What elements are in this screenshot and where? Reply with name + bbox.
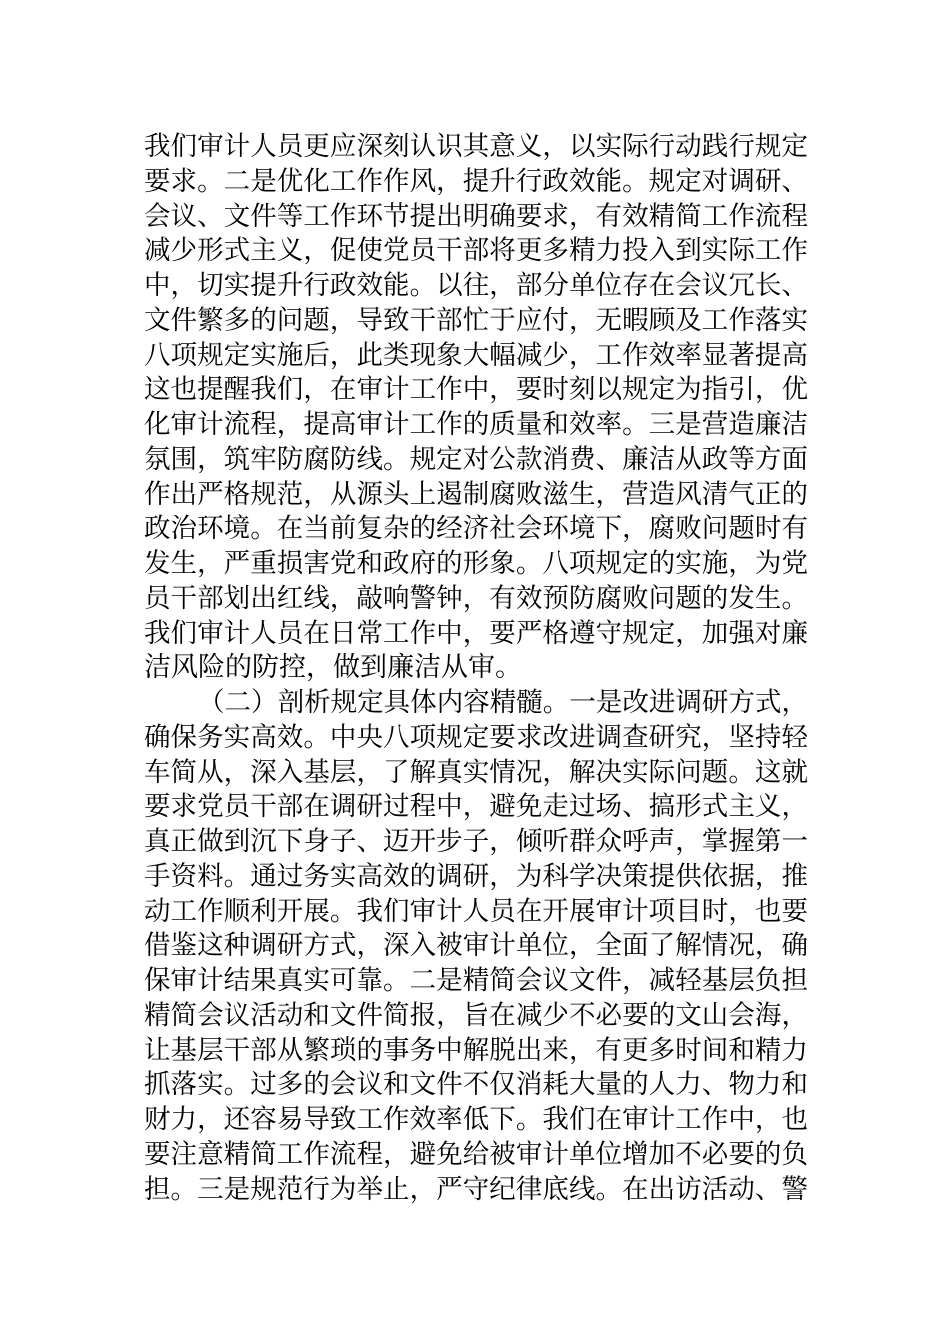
text-line: 氛围，筑牢防腐防线。规定对公款消费、廉洁从政等方面 xyxy=(144,443,808,475)
text-line: 文件繁多的问题，导致干部忙于应付，无暇顾及工作落实 xyxy=(144,304,808,336)
text-line: 我们审计人员更应深刻认识其意义，以实际行动践行规定 xyxy=(144,131,808,162)
text-line: 财力，还容易导致工作效率低下。我们在审计工作中，也 xyxy=(144,1104,808,1135)
text-line: 八项规定实施后，此类现象大幅减少，工作效率显著提高 xyxy=(144,339,808,371)
text-line: 手资料。通过务实高效的调研，为科学决策提供依据，推 xyxy=(144,860,808,892)
text-line: 作出严格规范，从源头上遏制腐败滋生，营造风清气正的 xyxy=(144,478,808,510)
text-line: 真正做到沉下身子、迈开步子，倾听群众呼声，掌握第一 xyxy=(144,826,808,857)
text-line: 中，切实提升行政效能。以往，部分单位存在会议冗长、 xyxy=(144,270,808,301)
text-line: 发生，严重损害党和政府的形象。八项规定的实施，为党 xyxy=(144,548,808,579)
text-line: 这也提醒我们，在审计工作中，要时刻以规定为指引，优 xyxy=(144,374,808,406)
text-line: 洁风险的防控，做到廉洁从审。 xyxy=(144,652,522,684)
text-line: 要求。二是优化工作作风，提升行政效能。规定对调研、 xyxy=(144,165,808,197)
text-line: 要求党员干部在调研过程中，避免走过场、搞形式主义， xyxy=(144,791,808,823)
text-line: 员干部划出红线，敲响警钟，有效预防腐败问题的发生。 xyxy=(144,582,808,614)
text-line: 会议、文件等工作环节提出明确要求，有效精简工作流程 xyxy=(144,200,808,232)
text-line: 要注意精简工作流程，避免给被审计单位增加不必要的负 xyxy=(144,1138,808,1170)
text-line: 借鉴这种调研方式，深入被审计单位，全面了解情况，确 xyxy=(144,930,808,962)
text-line: 化审计流程，提高审计工作的质量和效率。三是营造廉洁 xyxy=(144,409,808,440)
text-line: 政治环境。在当前复杂的经济社会环境下，腐败问题时有 xyxy=(144,513,808,545)
text-line: 确保务实高效。中央八项规定要求改进调查研究，坚持轻 xyxy=(144,721,808,753)
text-line: 我们审计人员在日常工作中，要严格遵守规定，加强对廉 xyxy=(144,617,808,649)
body-text xyxy=(144,130,808,1207)
text-line: 减少形式主义，促使党员干部将更多精力投入到实际工作 xyxy=(144,235,808,267)
text-line: （二）剖析规定具体内容精髓。一是改进调研方式， xyxy=(198,687,808,718)
text-line: 担。三是规范行为举止，严守纪律底线。在出访活动、警 xyxy=(144,1173,808,1205)
text-line: 让基层干部从繁琐的事务中解脱出来，有更多时间和精力 xyxy=(144,1034,808,1066)
text-line: 保审计结果真实可靠。二是精简会议文件，减轻基层负担 xyxy=(144,965,808,996)
text-line: 动工作顺利开展。我们审计人员在开展审计项目时，也要 xyxy=(144,895,808,927)
text-line: 车简从，深入基层，了解真实情况，解决实际问题。这就 xyxy=(144,756,808,788)
text-line: 精简会议活动和文件简报，旨在减少不必要的文山会海， xyxy=(144,999,808,1031)
text-line: 抓落实。过多的会议和文件不仅消耗大量的人力、物力和 xyxy=(144,1069,808,1101)
